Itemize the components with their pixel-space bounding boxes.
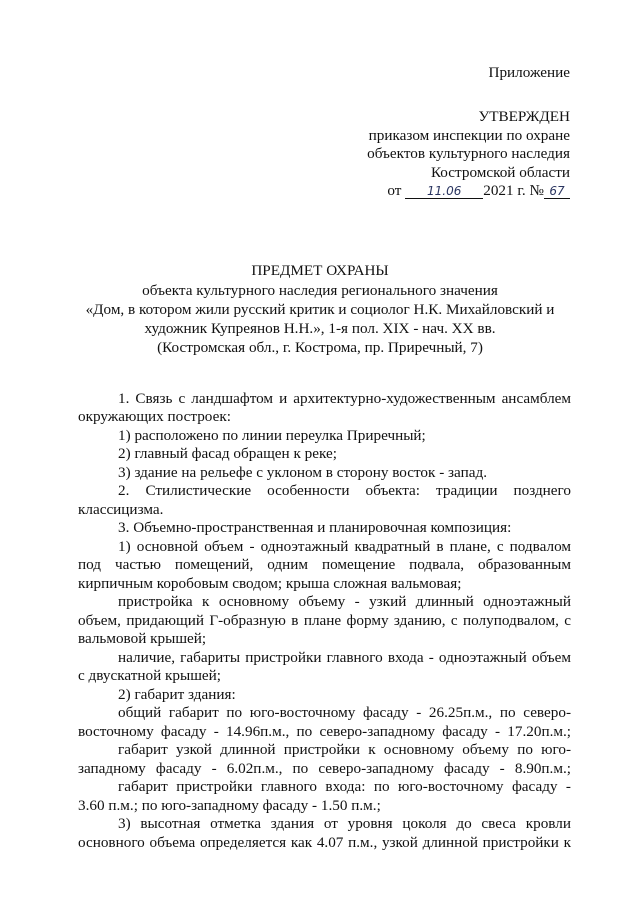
order-line-1: приказом инспекции по охране [368, 127, 570, 144]
body-line: под частью помещений, одним помещение подвала, образованным [78, 556, 571, 573]
body-line: габарит пристройки главного входа: по юго-восточному фасаду - [118, 778, 571, 795]
body-line: вальмовой крышей; [78, 630, 207, 647]
body-line: пристройка к основному объему - узкий длинный одноэтажный [118, 593, 571, 610]
body-line: окружающих построек: [78, 408, 231, 425]
document-heading: ПРЕДМЕТ ОХРАНЫ [251, 262, 389, 279]
handwritten-date: 11.06 [405, 184, 483, 199]
title-line-2: «Дом, в котором жили русский критик и социолог Н.К. Михайловский и [85, 301, 555, 318]
body-line: габарит узкой длинной пристройки к основному объему по юго- [118, 741, 571, 758]
body-line: 2) габарит здания: [118, 686, 236, 703]
body-line: 3. Объемно-пространственная и планировочная композиция: [118, 519, 512, 536]
handwritten-order-number: 67 [544, 184, 570, 199]
order-year: 2021 г. № [483, 182, 544, 199]
title-line-4: (Костромская обл., г. Кострома, пр. Приречный, 7) [157, 339, 483, 356]
body-line: западному фасаду - 6.02п.м., по северо-западному фасаду - 8.90п.м.; [78, 760, 571, 777]
body-line: с двускатной крышей; [78, 667, 221, 684]
body-line: классицизма. [78, 501, 164, 518]
body-line: наличие, габариты пристройки главного входа - одноэтажный объем [118, 649, 571, 666]
title-line-1: объекта культурного наследия регионального значения [142, 282, 498, 299]
appendix-label: Приложение [488, 64, 570, 81]
body-line: 3) высотная отметка здания от уровня цоколя до свеса кровли [118, 815, 571, 832]
body-line: объем, придающий Г-образную в плане форму зданию, с полуподвалом, с [78, 612, 571, 629]
body-line: восточному фасаду - 14.96п.м., по северо-западному фасаду - 17.20п.м.; [78, 723, 571, 740]
body-line: кирпичным коробовым сводом; крыша сложная вальмовая; [78, 575, 462, 592]
approved-label: УТВЕРЖДЕН [478, 108, 570, 125]
order-date-line [387, 182, 570, 200]
body-line: общий габарит по юго-восточному фасаду - 26.25п.м., по северо- [118, 704, 571, 721]
body-line: 2) главный фасад обращен к реке; [118, 445, 337, 462]
body-line: 1) основной объем - одноэтажный квадратный в плане, с подвалом [118, 538, 571, 555]
body-line: 3) здание на рельефе с уклоном в сторону восток - запад. [118, 464, 487, 481]
order-line-3: Костромской области [430, 164, 570, 181]
body-line: 1) расположено по линии переулка Приречный; [118, 427, 426, 444]
date-prefix: от [387, 182, 402, 199]
body-line: 1. Связь с ландшафтом и архитектурно-художественным ансамблем [118, 390, 571, 407]
order-line-2: объектов культурного наследия [367, 145, 570, 162]
body-line: 2. Стилистические особенности объекта: традиции позднего [118, 482, 571, 499]
body-line: 3.60 п.м.; по юго-западному фасаду - 1.50 п.м.; [78, 797, 381, 814]
title-line-3: художник Купреянов Н.Н.», 1-я пол. XIX - нач. XX вв. [144, 320, 496, 337]
body-line: основного объема определяется как 4.07 п.м., узкой длинной пристройки к [78, 834, 571, 851]
